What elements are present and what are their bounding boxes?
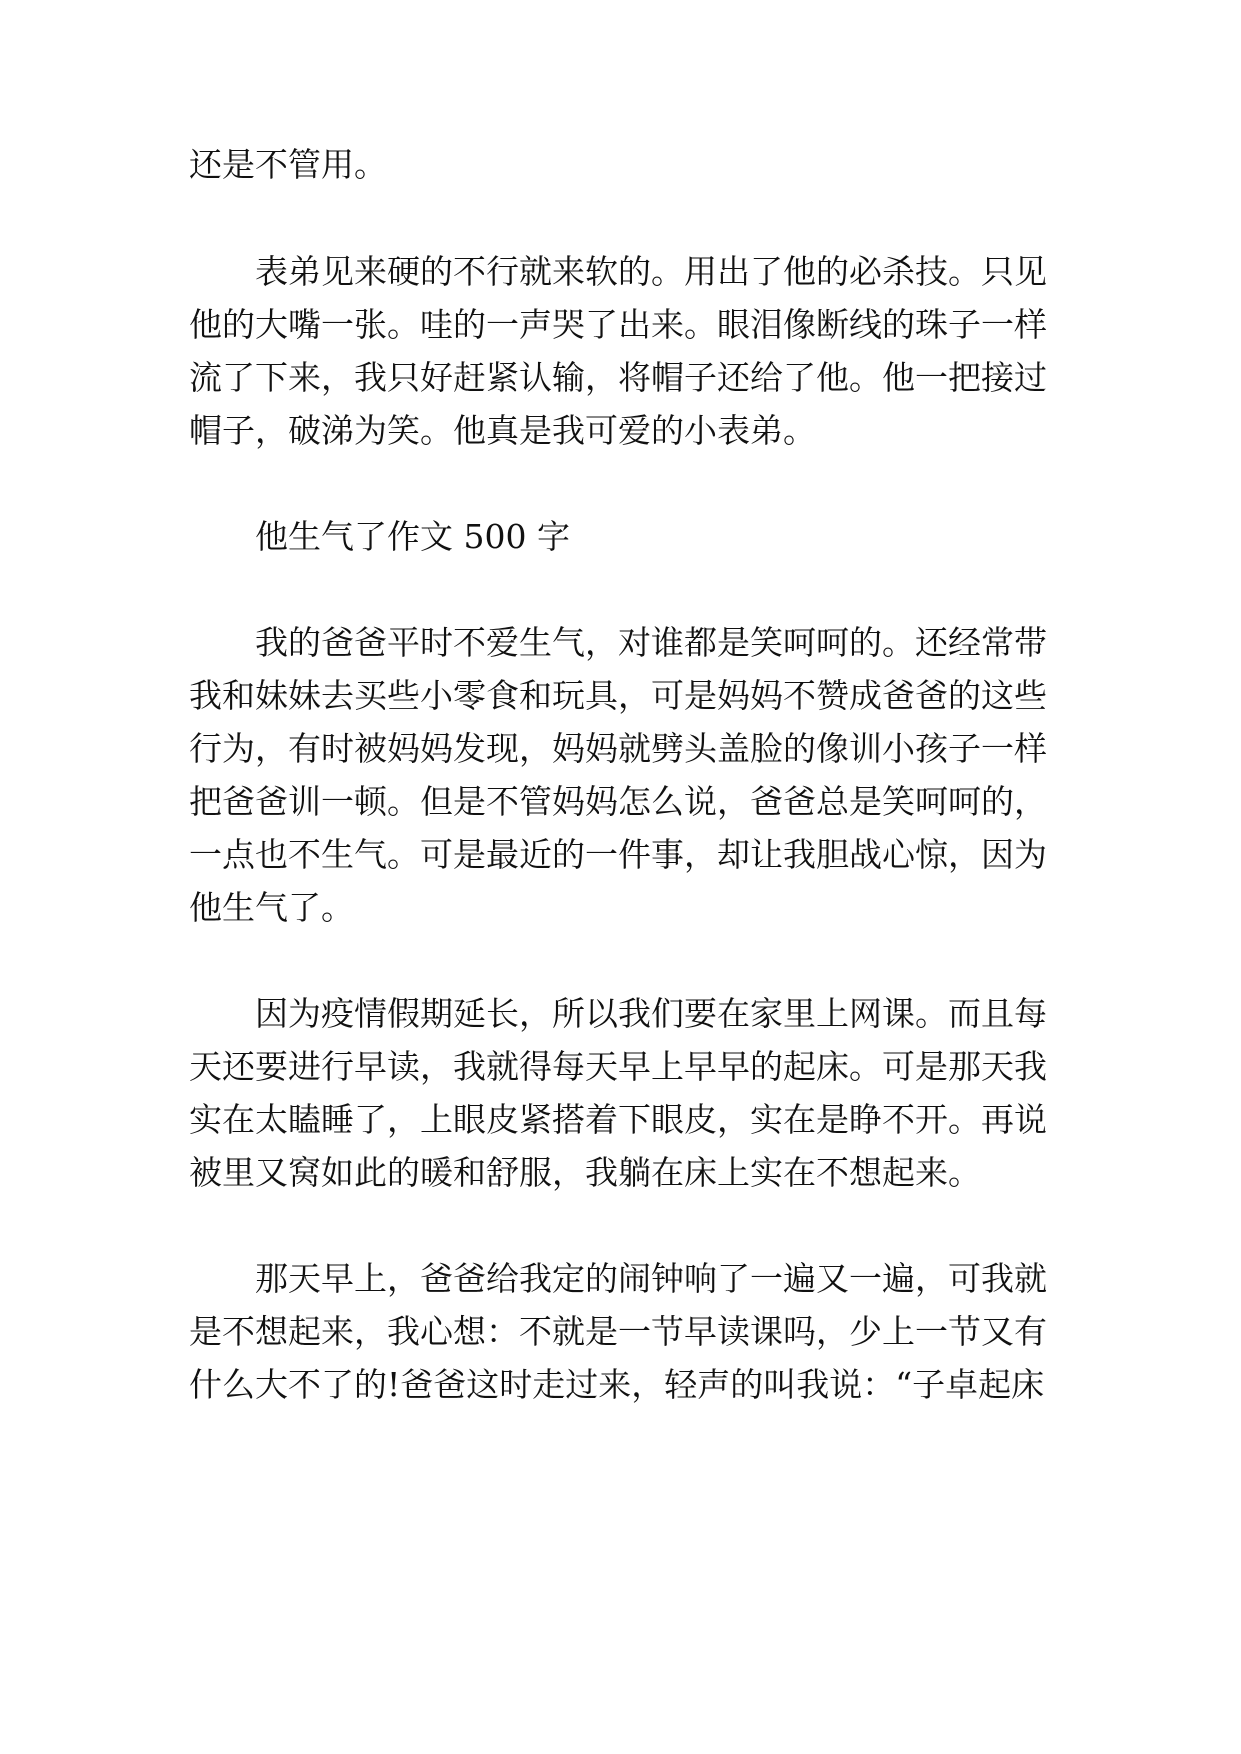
paragraph-line: 什么大不了的!爸爸这时走过来，轻声的叫我说：“子卓起床	[189, 1365, 1045, 1404]
paragraph-line: 实在太瞌睡了，上眼皮紧搭着下眼皮，实在是睁不开。再说	[189, 1100, 1047, 1139]
paragraph-line: 那天早上，爸爸给我定的闹钟响了一遍又一遍，可我就	[255, 1259, 1047, 1298]
paragraph-line: 流了下来，我只好赶紧认输，将帽子还给了他。他一把接过	[189, 358, 1047, 397]
paragraph-line: 他的大嘴一张。哇的一声哭了出来。眼泪像断线的珠子一样	[189, 305, 1047, 344]
paragraph-line: 一点也不生气。可是最近的一件事，却让我胆战心惊，因为	[189, 835, 1047, 874]
paragraph-line: 他生气了。	[189, 888, 354, 927]
paragraph-line: 把爸爸训一顿。但是不管妈妈怎么说，爸爸总是笑呵呵的，	[189, 782, 1047, 821]
paragraph-line: 是不想起来，我心想：不就是一节早读课吗，少上一节又有	[189, 1312, 1047, 1351]
paragraph-line: 我和妹妹去买些小零食和玩具，可是妈妈不赞成爸爸的这些	[189, 676, 1047, 715]
essay-title: 他生气了作文 500 字	[255, 517, 570, 556]
paragraph-line: 天还要进行早读，我就得每天早上早早的起床。可是那天我	[189, 1047, 1047, 1086]
paragraph-line: 行为，有时被妈妈发现，妈妈就劈头盖脸的像训小孩子一样	[189, 729, 1047, 768]
paragraph-line: 帽子，破涕为笑。他真是我可爱的小表弟。	[189, 411, 816, 450]
paragraph-line: 我的爸爸平时不爱生气，对谁都是笑呵呵的。还经常带	[255, 623, 1047, 662]
paragraph-line: 还是不管用。	[189, 145, 387, 184]
paragraph-line: 被里又窝如此的暖和舒服，我躺在床上实在不想起来。	[189, 1153, 981, 1192]
paragraph-line: 表弟见来硬的不行就来软的。用出了他的必杀技。只见	[255, 252, 1047, 291]
paragraph-line: 因为疫情假期延长，所以我们要在家里上网课。而且每	[255, 994, 1047, 1033]
